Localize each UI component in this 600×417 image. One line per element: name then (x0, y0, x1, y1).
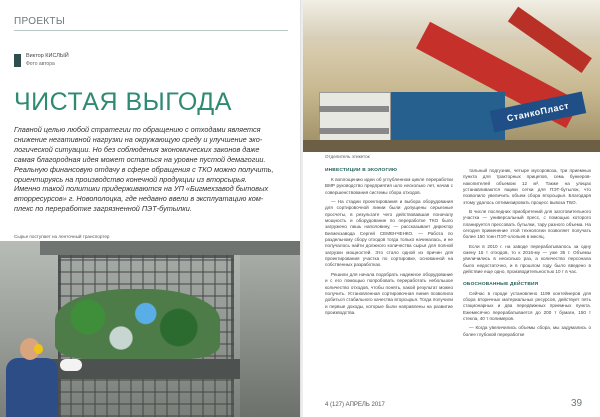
paragraph: Если в 2010 г. на заводе перерабатывалось за одну смену 15 т отходов, то к 2016-му — уже 35 т. Объемы увеличились в несколько раз, а количество персонала было недостаточно, и в прошлом году было введено в действие еще одно, производительностью 10 т в час. (463, 243, 591, 275)
worker-body (6, 358, 58, 417)
paragraph: Решили для начала подобрать надежное оборудование и с его помощью попробовать переработать небольшое количество отходов, чтобы понять, какой результат можно получить. Установленная сортировочная линия позволила добиться стабильного качества вторсырья. Тогда получили и первые доходы, которые были направлены на развитие производства. (325, 271, 453, 315)
right-page (303, 0, 600, 417)
author-name: Виктор КИСЛЫЙ (26, 53, 69, 59)
article-lead (14, 125, 290, 214)
lead-line: ориентируясь на производство конечной продукции из вторсырья. (14, 174, 247, 184)
bale-strap (319, 128, 389, 134)
worker-figure (2, 336, 60, 417)
lead-line: логической ситуации. Но без соблюдения экономических законов даже (14, 144, 260, 154)
paragraph: Сейчас в городе установлено 1199 контейнеров для сбора вторичных материальных ресурсов, действует пять стационарных и два передвижных приемных пункта. Ежемесячно перерабатывается до 200 т бумаги, 150 т стекла, 40 т полимеров. (463, 290, 591, 321)
paragraph: К воплощению идеи об углубленном цикле переработки ВМР руководство предприятия шло несколько лет, начав с совершенствования системы сбора отходов. (325, 177, 453, 195)
lead-line: вторресурсов» г. Новополоцка, где недавно ввели в эксплуатацию ком- (14, 194, 264, 204)
bottle-pile (55, 289, 220, 359)
lead-line: Реальную финансовую отдачу в сфере обращения с ТКО можно получить, (14, 164, 274, 174)
text-column-1 (325, 168, 453, 319)
paragraph: В числе последних приобретений для заготовительного участка — универсальный пресс, с помощью которого планируется прессовать бутылки, тару разного объема. На сегодня применение этой технологии позволяет получать более 150 тонн ПЭТ-хлопьев в месяц. (463, 209, 591, 240)
conveyor-photo (0, 241, 302, 417)
lead-line: самая благородная идея может остаться на уровне пустой демагогии. (14, 154, 266, 164)
hall-floor (303, 140, 600, 152)
section-rule (14, 30, 288, 31)
machine-brand-sign: СтанкоПласт (490, 91, 587, 132)
subheading: ОБОСНОВАННЫЕ ДЕЙСТВИЯ (463, 281, 539, 287)
photo-caption-left: Сырье поступает на ленточный транспортер (14, 234, 110, 239)
author-marker (14, 54, 21, 67)
lead-line: плекс по переработке загрязненной ПЭТ-бутылки. (14, 204, 192, 214)
section-label: ПРОЕКТЫ (14, 16, 65, 27)
paragraph: — На стадии проектирования и выбора оборудования для сортировочной линии были допущены серьезные просчеты, в результате чего действовавшая поначалу мощность и оборудование по переработке ТКО было загружено лишь наполовину, — рассказывает директор Бигмехзавода Сергей СЕМЕНЧЕНКО. — Работа по раздельному сбору отходов тогда только начиналась, и не получалось найти должного количества сырья для полной загрузки мощностей. Это стало одной из причин для проектирования участка по сортировке, основанной на собственных разработках. (325, 199, 453, 268)
photo-credit: Фото автора (26, 61, 55, 67)
paragraph: тальный подгузник, четыре мусоровоза, три приемных пункта для тракторных прицепов, семь бункеров-накопителей объемом 12 м³. Также на улицах устанавливаются ящики сетки для ПЭТ-бутылок, что позволило увеличить объем сбора вторсырья. Благодаря этому удалось оптимизировать процесс вывоза ТБО. (463, 168, 591, 205)
overhead-pipe (40, 241, 300, 255)
label-separator-photo (303, 0, 600, 152)
lead-line: снижение негативной нагрузки на окружающую среду и улучшение эко- (14, 134, 263, 144)
photo-caption-right: Отделитель этикеток (325, 154, 370, 159)
page-number: 39 (571, 398, 583, 409)
bale-strap (319, 106, 389, 112)
article-headline: ЧИСТАЯ ВЫГОДА (14, 88, 232, 116)
issue-footer: 4 (127) АПРЕЛЬ 2017 (325, 402, 385, 408)
paragraph: — Когда увеличились объемы сбора, мы задумались о более глубокой переработке (463, 325, 591, 337)
machinery-side (240, 255, 302, 417)
lead-line: Главной целью любой стратегии по обращению с отходами является (14, 125, 261, 134)
lead-line: Именно такой политики придерживаются на УП «Бигмехзавод бытовых (14, 184, 269, 194)
text-column-2 (463, 168, 591, 341)
glove (60, 359, 82, 371)
ear-protector-icon (34, 344, 43, 354)
subheading: ИНВЕСТИЦИИ В ЭКОЛОГИЮ (325, 168, 398, 173)
